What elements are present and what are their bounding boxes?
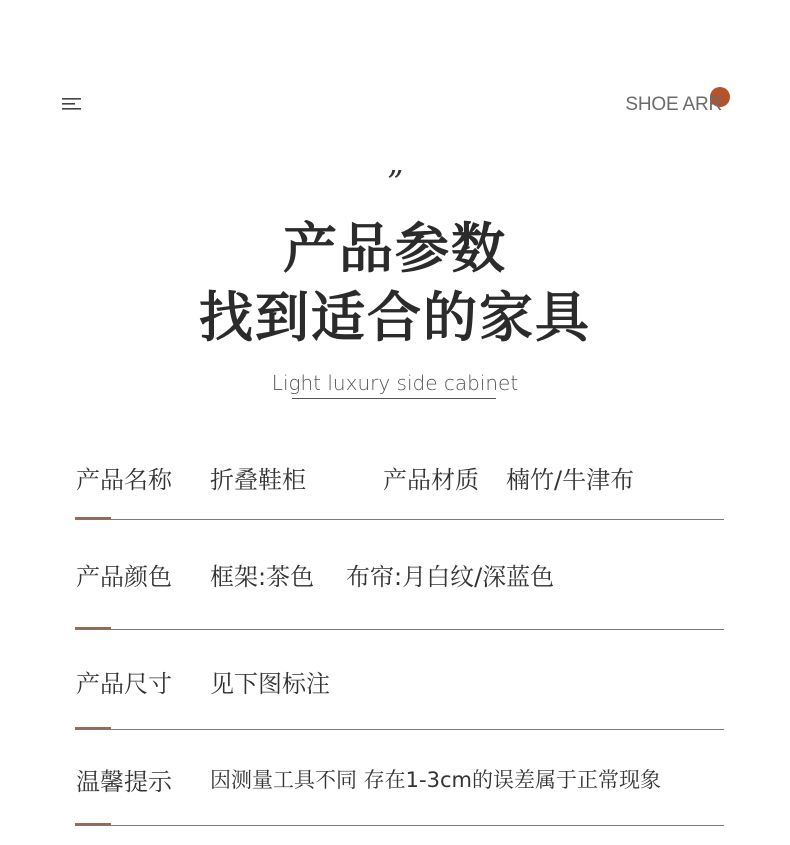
spec-label: 产品尺寸: [76, 670, 172, 698]
english-subtitle: Light luxury side cabinet: [271, 371, 519, 395]
page-title: 产品参数: [283, 217, 507, 280]
subtitle-underline: [292, 398, 496, 399]
spec-value: 框架:茶色: [210, 563, 315, 591]
page-subtitle-heading: 找到适合的家具: [199, 286, 591, 349]
spec-value: 因测量工具不同 存在1-3cm的误差属于正常现象: [210, 768, 661, 792]
row-divider: [76, 729, 724, 730]
spec-label: 产品颜色: [76, 563, 172, 591]
quote-mark: ”: [386, 163, 404, 201]
row-divider: [76, 629, 724, 630]
hamburger-menu-icon[interactable]: [62, 98, 82, 110]
spec-label: 温馨提示: [76, 768, 172, 796]
spec-value: 见下图标注: [210, 670, 330, 698]
spec-label-material: 产品材质: [383, 466, 479, 494]
spec-value-fabric: 布帘:月白纹/深蓝色: [346, 563, 555, 591]
brand-name: SHOE ARR: [625, 94, 722, 115]
spec-value: 折叠鞋柜: [210, 466, 306, 494]
spec-label: 产品名称: [76, 466, 172, 494]
spec-value-material: 楠竹/牛津布: [506, 466, 635, 494]
row-divider: [76, 519, 724, 520]
row-divider: [76, 825, 724, 826]
